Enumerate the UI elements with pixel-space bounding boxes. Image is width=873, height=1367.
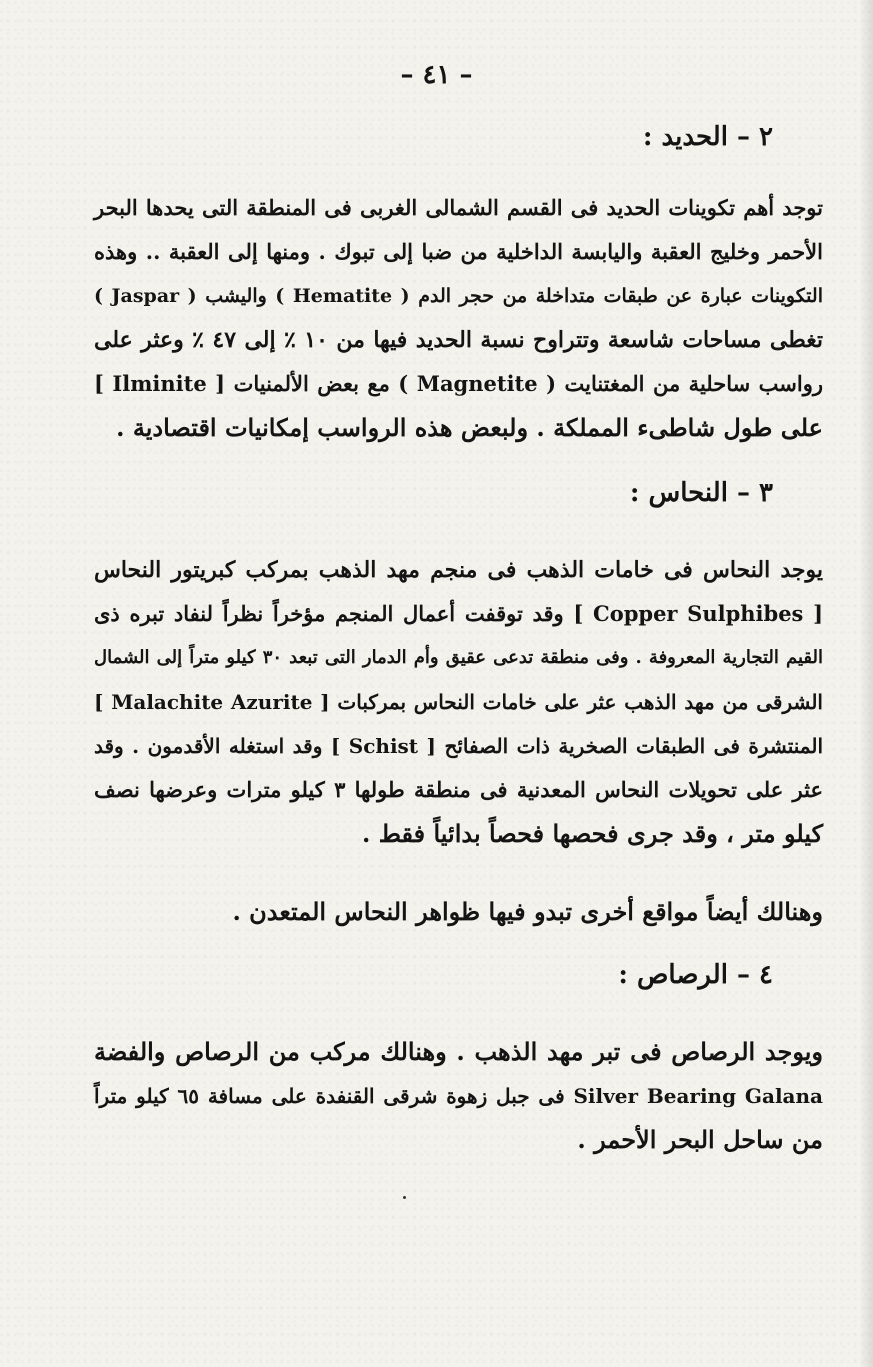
paragraph-copper bbox=[94, 548, 823, 856]
page-number: – ٤١ – bbox=[400, 60, 473, 90]
paragraph-line: توجد أهم تكوينات الحديد فى القسم الشمالى الغربى فى المنطقة التى يحدها البحر bbox=[94, 195, 823, 220]
paragraph-line: تغطى مساحات شاسعة وتتراوح نسبة الحديد فيها من ١٠ ٪ إلى ٤٧ ٪ وعثر على bbox=[94, 327, 823, 353]
page-edge-shadow bbox=[859, 0, 873, 1367]
paragraph-line: ويوجد الرصاص فى تبر مهد الذهب . وهنالك مركب من الرصاص والفضة bbox=[94, 1037, 823, 1066]
paragraph-line: القيم التجارية المعروفة . وفى منطقة تدعى عقيق وأم الدمار التى تبعد ٣٠ كيلو متراً إلى الشمال bbox=[94, 647, 823, 668]
paragraph-line: رواسب ساحلية من المغتنايت ( Magnetite ) مع بعض الألمنيات [ Ilminite ] bbox=[94, 371, 824, 396]
section-heading-lead: ٤ – الرصاص : bbox=[618, 960, 773, 990]
paragraph-line: المنتشرة فى الطبقات الصخرية ذات الصفائح [ Schist ] وقد استغله الأقدمون . وقد bbox=[94, 734, 824, 758]
paragraph-line: كيلو متر ، وقد جرى فحصها فحصاً بدائياً فقط . bbox=[362, 819, 823, 848]
paragraph-line: وهنالك أيضاً مواقع أخرى تبدو فيها ظواهر النحاس المتعدن . bbox=[232, 897, 823, 926]
paragraph-line: عثر على تحويلات النحاس المعدنية فى منطقة طولها ٣ كيلو مترات وعرضها نصف bbox=[94, 777, 823, 802]
paragraph-line: [ Copper Sulphibes ] وقد توقفت أعمال المنجم مؤخراً نظراً لنفاد تبره ذى bbox=[94, 601, 824, 626]
paragraph-line: يوجد النحاس فى خامات الذهب فى منجم مهد الذهب بمركب كبريتور النحاس bbox=[94, 557, 823, 583]
section-heading-iron: ٢ – الحديد : bbox=[642, 122, 773, 152]
paragraph-line: الشرقى من مهد الذهب عثر على خامات النحاس بمركبات [ Malachite Azurite ] bbox=[94, 690, 823, 714]
paragraph-iron bbox=[94, 186, 823, 450]
paragraph-line: التكوينات عبارة عن طبقات متداخلة من حجر الدم ( Hematite ) واليشب ( Jaspar ) bbox=[94, 285, 823, 307]
paragraph-line: من ساحل البحر الأحمر . bbox=[577, 1125, 823, 1154]
ink-speck bbox=[403, 1196, 406, 1199]
paragraph-copper-note bbox=[94, 890, 823, 934]
paragraph-line: Silver Bearing Galana فى جبل زهوة شرقى القنفدة على مسافة ٦٥ كيلو متراً bbox=[94, 1084, 824, 1108]
paragraph-lead bbox=[94, 1030, 823, 1162]
paragraph-line: الأحمر وخليج العقبة واليابسة الداخلية من ضبا إلى تبوك . ومنها إلى العقبة .. وهذه bbox=[94, 239, 823, 264]
paragraph-line: على طول شاطىء المملكة . ولبعض هذه الرواسب إمكانيات اقتصادية . bbox=[116, 413, 823, 442]
section-heading-copper: ٣ – النحاس : bbox=[629, 478, 773, 508]
